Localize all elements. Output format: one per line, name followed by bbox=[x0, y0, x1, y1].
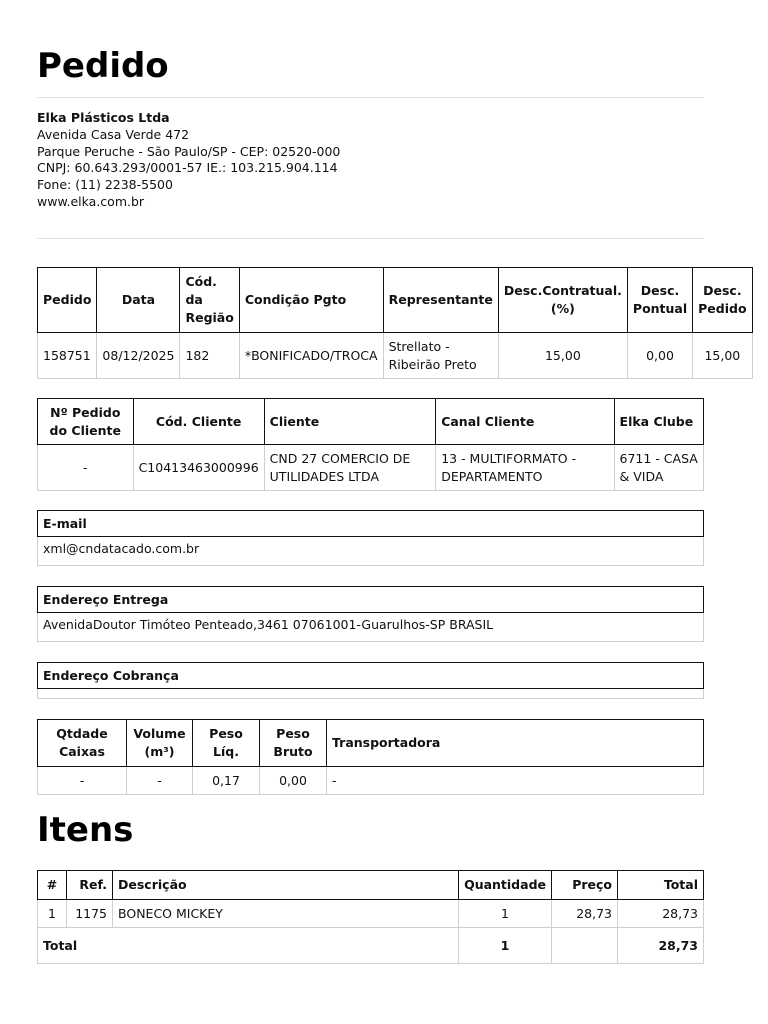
col-peso-liq: Peso Líq. bbox=[193, 720, 260, 767]
order-table bbox=[37, 267, 753, 379]
cell-condicao-pgto: *BONIFICADO/TROCA bbox=[239, 333, 383, 379]
email-section bbox=[37, 510, 704, 566]
col-cod-regiao: Cód. da Região bbox=[180, 268, 239, 333]
page-title: Pedido bbox=[37, 46, 169, 86]
email-label: E-mail bbox=[37, 510, 704, 537]
cell-preco: 28,73 bbox=[552, 900, 618, 928]
billing-address-value bbox=[37, 689, 704, 699]
col-quantidade: Quantidade bbox=[459, 871, 552, 900]
col-canal-cliente: Canal Cliente bbox=[436, 399, 614, 445]
col-num-pedido-cliente: Nº Pedido do Cliente bbox=[38, 399, 134, 445]
col-elka-clube: Elka Clube bbox=[614, 399, 703, 445]
col-ref: Ref. bbox=[67, 871, 113, 900]
col-peso-bruto: Peso Bruto bbox=[260, 720, 327, 767]
col-desc-pedido: Desc. Pedido bbox=[693, 268, 752, 333]
items-title: Itens bbox=[37, 810, 134, 850]
col-desc-pontual: Desc. Pontual bbox=[627, 268, 692, 333]
delivery-address-label: Endereço Entrega bbox=[37, 586, 704, 613]
table-row bbox=[38, 333, 753, 379]
cell-canal-cliente: 13 - MULTIFORMATO - DEPARTAMENTO bbox=[436, 445, 614, 491]
client-table bbox=[37, 398, 704, 491]
company-website: www.elka.com.br bbox=[37, 193, 145, 209]
total-row bbox=[38, 928, 704, 964]
cell-representante: Strellato - Ribeirão Preto bbox=[383, 333, 498, 379]
table-row bbox=[38, 767, 704, 795]
cell-quantidade: 1 bbox=[459, 900, 552, 928]
cell-cod-regiao: 182 bbox=[180, 333, 239, 379]
cell-ref: 1175 bbox=[67, 900, 113, 928]
total-price bbox=[552, 928, 618, 964]
col-cod-cliente: Cód. Cliente bbox=[133, 399, 264, 445]
table-row bbox=[38, 445, 704, 491]
cell-data: 08/12/2025 bbox=[97, 333, 180, 379]
total-quantity: 1 bbox=[459, 928, 552, 964]
cell-index: 1 bbox=[38, 900, 67, 928]
col-qtdade-caixas: Qtdade Caixas bbox=[38, 720, 127, 767]
company-info bbox=[37, 110, 340, 211]
total-amount: 28,73 bbox=[618, 928, 704, 964]
col-preco: Preço bbox=[552, 871, 618, 900]
col-transportadora: Transportadora bbox=[327, 720, 704, 767]
divider bbox=[37, 238, 704, 239]
cell-transportadora: - bbox=[327, 767, 704, 795]
cell-peso-bruto: 0,00 bbox=[260, 767, 327, 795]
cell-cod-cliente: C10413463000996 bbox=[133, 445, 264, 491]
company-name: Elka Plásticos Ltda bbox=[37, 110, 170, 125]
shipping-table bbox=[37, 719, 704, 795]
company-tax-ids: CNPJ: 60.643.293/0001-57 IE.: 103.215.904.114 bbox=[37, 160, 338, 176]
delivery-address-value: AvenidaDoutor Timóteo Penteado,3461 07061001-Guarulhos-SP BRASIL bbox=[37, 613, 704, 642]
company-phone: Fone: (11) 2238-5500 bbox=[37, 177, 173, 193]
email-value: xml@cndatacado.com.br bbox=[37, 537, 704, 566]
cell-pedido: 158751 bbox=[38, 333, 97, 379]
billing-address-section bbox=[37, 662, 704, 699]
col-data: Data bbox=[97, 268, 180, 333]
col-cliente: Cliente bbox=[264, 399, 436, 445]
col-volume: Volume (m³) bbox=[127, 720, 193, 767]
col-descricao: Descrição bbox=[113, 871, 459, 900]
company-district: Parque Peruche - São Paulo/SP - CEP: 02520-000 bbox=[37, 143, 341, 159]
cell-total: 28,73 bbox=[618, 900, 704, 928]
cell-desc-pontual: 0,00 bbox=[627, 333, 692, 379]
cell-desc-pedido: 15,00 bbox=[693, 333, 752, 379]
company-address: Avenida Casa Verde 472 bbox=[37, 126, 190, 142]
col-representante: Representante bbox=[383, 268, 498, 333]
divider bbox=[37, 97, 704, 98]
cell-cliente: CND 27 COMERCIO DE UTILIDADES LTDA bbox=[264, 445, 436, 491]
cell-num-pedido-cliente: - bbox=[38, 445, 134, 491]
total-label: Total bbox=[38, 928, 459, 964]
col-condicao-pgto: Condição Pgto bbox=[239, 268, 383, 333]
col-desc-contratual: Desc.Contratual. (%) bbox=[498, 268, 627, 333]
cell-volume: - bbox=[127, 767, 193, 795]
table-row bbox=[38, 900, 704, 928]
col-index: # bbox=[38, 871, 67, 900]
cell-elka-clube: 6711 - CASA & VIDA bbox=[614, 445, 703, 491]
col-pedido: Pedido bbox=[38, 268, 97, 333]
delivery-address-section bbox=[37, 586, 704, 642]
cell-qtdade-caixas: - bbox=[38, 767, 127, 795]
cell-descricao: BONECO MICKEY bbox=[113, 900, 459, 928]
cell-desc-contratual: 15,00 bbox=[498, 333, 627, 379]
billing-address-label: Endereço Cobrança bbox=[37, 662, 704, 689]
col-total: Total bbox=[618, 871, 704, 900]
cell-peso-liq: 0,17 bbox=[193, 767, 260, 795]
items-table bbox=[37, 870, 704, 964]
